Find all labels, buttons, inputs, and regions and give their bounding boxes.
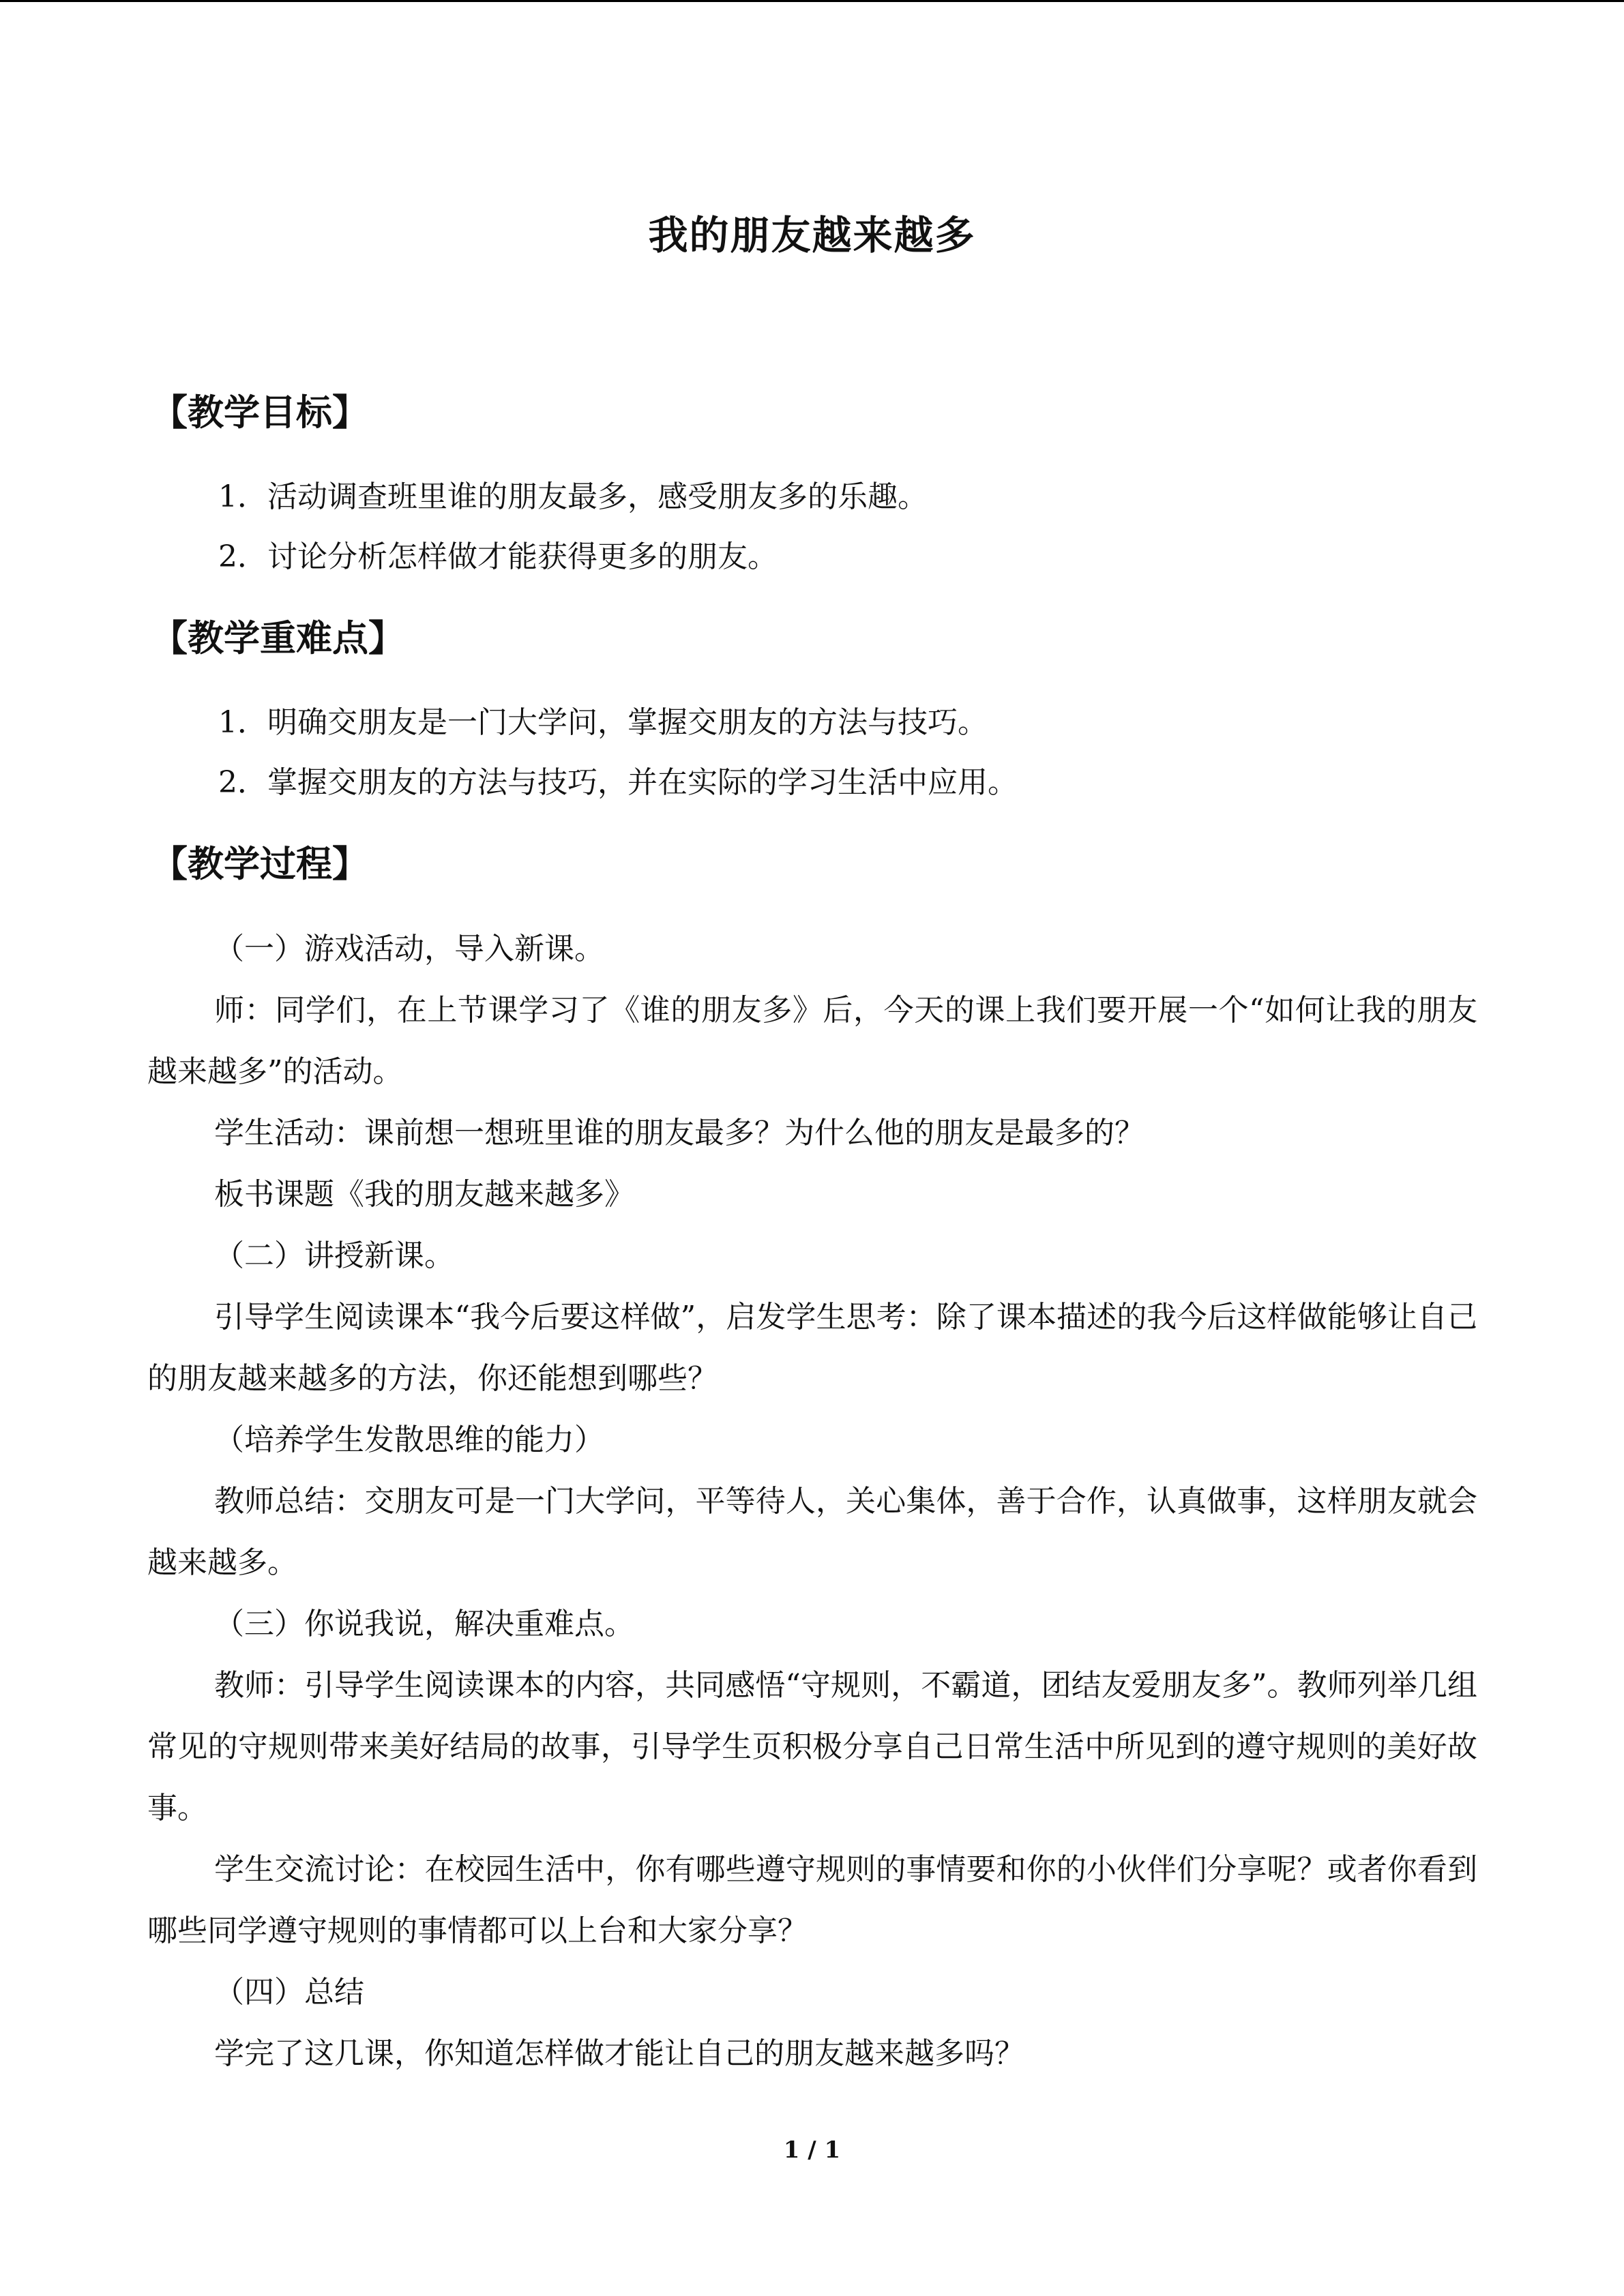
process-step-heading: （一）游戏活动，导入新课。: [214, 931, 604, 966]
objective-item: 1．活动调查班里谁的朋友最多，感受朋友多的乐趣。: [218, 479, 928, 514]
process-paragraph: 学生活动：课前想一想班里谁的朋友最多？为什么他的朋友是最多的？: [214, 1116, 1145, 1150]
process-paragraph: 学生交流讨论：在校园生活中，你有哪些遵守规则的事情要和你的小伙伴们分享呢？或者你看到哪些同学遵守规则的事情都可以上台和大家分享？: [147, 1852, 1477, 1948]
process-paragraph: 学完了这几课，你知道怎样做才能让自己的朋友越来越多吗？: [214, 2036, 1024, 2071]
process-paragraph: 引导学生阅读课本“我今后要这样做”，启发学生思考：除了课本描述的我今后这样做能够让自己的朋友越来越多的方法，你还能想到哪些？: [147, 1300, 1477, 1396]
section-heading-objectives: 【教学目标】: [151, 391, 368, 434]
process-step-heading: （三）你说我说，解决重难点。: [214, 1607, 634, 1641]
process-paragraph: 教师：引导学生阅读课本的内容，共同感悟“守规则，不霸道，团结友爱朋友多”。教师列举几组常见的守规则带来美好结局的故事，引导学生页积极分享自己日常生活中所见到的遵守规则的美好故事。: [147, 1668, 1477, 1825]
document-body: [147, 378, 1477, 2085]
key-point-item: 1．明确交朋友是一门大学问，掌握交朋友的方法与技巧。: [218, 705, 988, 740]
top-border-line: [0, 0, 1624, 2]
objective-item: 2．讨论分析怎样做才能获得更多的朋友。: [218, 539, 778, 574]
page-number: 1 / 1: [783, 2136, 841, 2164]
key-point-item: 2．掌握交朋友的方法与技巧，并在实际的学习生活中应用。: [218, 765, 1018, 800]
section-heading-key-points: 【教学重难点】: [151, 617, 404, 659]
process-paragraph: 师：同学们，在上节课学习了《谁的朋友多》后，今天的课上我们要开展一个“如何让我的朋友越来越多”的活动。: [147, 993, 1477, 1089]
section-heading-process: 【教学过程】: [151, 843, 368, 885]
process-step-heading: （二）讲授新课。: [214, 1238, 454, 1273]
process-paragraph: 板书课题《我的朋友越来越多》: [214, 1177, 634, 1212]
process-paragraph: 教师总结：交朋友可是一门大学问，平等待人，关心集体，善于合作，认真做事，这样朋友就会越来越多。: [147, 1484, 1477, 1580]
page-title: 我的朋友越来越多: [648, 212, 976, 258]
process-paragraph: （培养学生发散思维的能力）: [214, 1422, 604, 1457]
process-step-heading: （四）总结: [214, 1975, 364, 2010]
